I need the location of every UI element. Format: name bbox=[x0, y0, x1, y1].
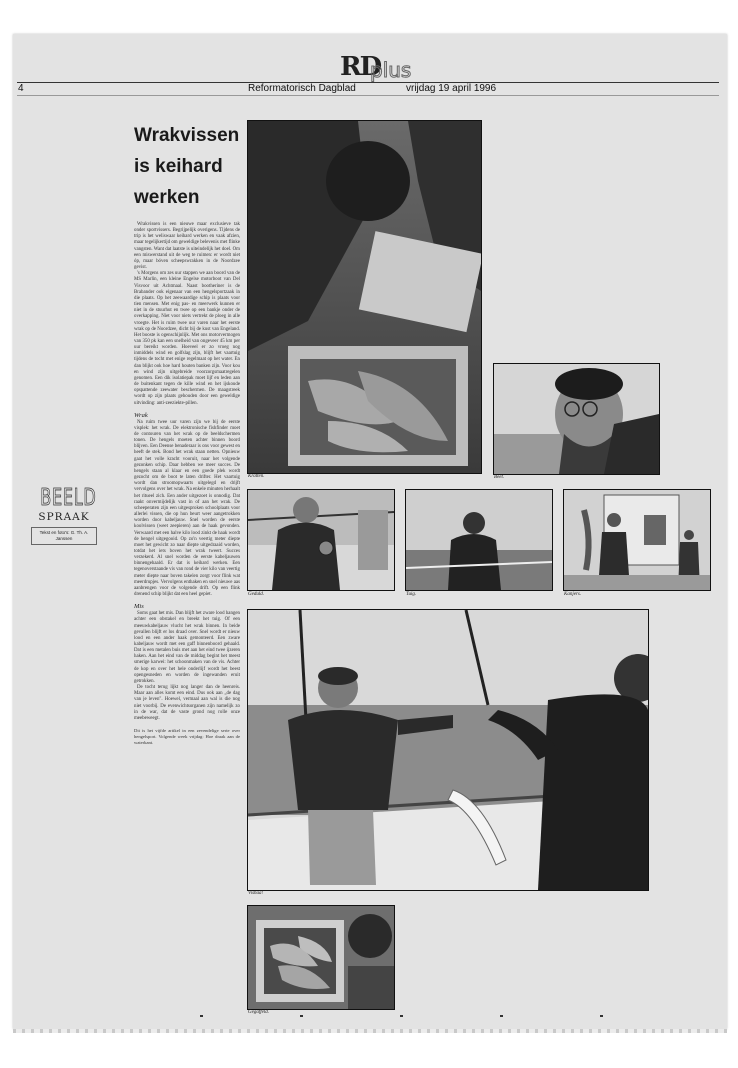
paper-name: Reformatorisch Dagblad bbox=[248, 83, 356, 94]
header-rule-secondary bbox=[17, 95, 719, 96]
photo-kanjers bbox=[563, 489, 711, 591]
caption-kanjers: Kanjers. bbox=[564, 592, 582, 597]
subheading-mis: Mis bbox=[134, 603, 144, 611]
photo-geduld bbox=[247, 489, 395, 591]
photo-kratten bbox=[247, 120, 482, 474]
series-footnote: Dit is het vijfde artikel in een zevendelige serie over hengelsport. Volgende week vrijdag: Hoe draak aan de waterkant. bbox=[134, 728, 240, 745]
beeld-spraak-block bbox=[30, 486, 98, 545]
logo-rd-text: RD bbox=[340, 52, 381, 82]
article-headline bbox=[134, 120, 244, 213]
caption-gegaffeld: Gegaffeld. bbox=[248, 1010, 269, 1015]
page-number: 4 bbox=[18, 83, 24, 94]
article-body bbox=[134, 222, 240, 745]
spraak-subtitle: SPRAAK bbox=[38, 511, 90, 523]
caption-beet: Beet. bbox=[494, 475, 505, 480]
mis-paragraph-1: Soms gaat het mis. Dan blijft het zware lood hangen achter een obstakel en breekt het tuig. Of een meeuwkabeljauw vlucht het wrak binnen. In beide gevallen blijft er los draad over. Snel wordt er nieuw lood en een ander haak gemonteerd. Een zware kabeljauw wordt met een gaff binnenboord gehaald. Dat is een metalen buis met aan het eind twee ijzeren haken. Aan het eind van de middag begint het meest smerige karwei: het schoonmaken van de vis. Achter de kop en over het hele onderlijf wordt het beest opengesneden en worden de ingewanden eruit getrokken. bbox=[134, 611, 240, 684]
subheading-wrak: Wrak bbox=[134, 411, 148, 419]
photo-tuig bbox=[405, 489, 553, 591]
intro-paragraph-1: Wrakvissen is een nieuwe maar exclusieve tak onder sportvissers. Begrijpelijk overigens. Tijdens de trip is het weliswaar keihard werken en vaak afzien, maar tegelijkertijd om geweldige belevenis met flinke vangsten. Want dat laatste is uiteindelijk het doel. Om een miswerstand uit de weg te ruimen: er wordt niet óp, maar bóven scheepswrakken in de Noordzee gevist. bbox=[134, 222, 240, 271]
wrak-paragraph-1: Na ruim twee uur varen zijn we bij de eerste visplek: het wrak. De elektronische fishfinder moet de contouren van het wrak op de beeldschermen tonen. De hengels moeten achter binnen boord blijven. Een Deense benaderaar is ons voor gewest en heeft de stek. Bond het wrak staan netten. Opnieuw gaat het volle kracht vooruit, naar het volgende gezonken schip. Daar hebben we meer succes. De hengels staan al klaar en een goede plek wordt gezocht om de boot te laten drifter. Het vaartuig wordt dan stroomopwaarts uitgelegd en drijft vervolgens over het wrak. Na enkele minuten herhaalt het ritueel zich. Een ander uitgezoet is onnodig. Dat raakt onvermijdelijk vast in of aan het wrak. De scheeperaten zijn een uitgesproken schoolplaats voor allerlei vissen, die op hun beurt weer aangetrokken worden door kabeljauw. Snel worden de eerste koolvissen (weet zeepieren) aan de haak gevonden. Verwaard met een halve kilo lood zinkt de haak wordt de hengel uitgegooid. Op zo'n veertig meter diepte moet het gewicht zo naar diepte uitgedraaid worden, totdat het iets boven het wrak tweert. Succes verzekerd. Al snel worden de eerste kabeljauwen binnengehaald. Er dat is keihard werken. Een tegenoverstaande vis van rond de vier kilo van veertig meter diepte naar boven takelen zorgt voor flink wat meerdrupjes. Vervolgens enthaken en snel nieuwe aas aanbrengen voor de volgende drift. Op een flink drenend schip blijkt dat een heel gepiet. bbox=[134, 419, 240, 598]
publication-date: vrijdag 19 april 1996 bbox=[406, 83, 497, 94]
photo-vishaa bbox=[247, 609, 649, 891]
caption-kratten: Kratten. bbox=[248, 474, 265, 479]
caption-vishaa: Vishaa! bbox=[248, 891, 264, 896]
headline-line-3: werken bbox=[134, 187, 200, 208]
rd-plus-logo bbox=[340, 52, 412, 82]
headline-line-1: Wrakvissen bbox=[134, 125, 240, 146]
headline-line-2: is keihard bbox=[134, 156, 223, 177]
caption-geduld: Geduld. bbox=[248, 592, 264, 597]
intro-paragraph-2: 's Morgens om zes uur stappen we aan boord van de MS Marlin, een kleine Engelse motorboot van Del Visvoor uit Achtmaal. Naast bootheriner is de Brabander ook eigenaar van een hengelsportzaak in die plaats. Op het zeewaardige schip is plaats voor tien mensen. Met enig pas- en meerwerk kunnen er niet in de stuurhut en twee op een bankje onder de overkapping. Niet voor niets vertrekt de ploeg in alle vroegte. Het is ruim twee uur varen naar het eerste wrak op de Noordzee, dicht bij de kust van Engeland. Het booste is ogenschijnlijk. Met ons motorvermogen van 350 pk kan een snelheid van ongeveer 45 km per uur bereikt worden. Hoeveel er zo vroeg nog inmiddels wind en golfslag zijn, blijft het vaartuig tijdens de tocht met enige regelmaat op het water. En dan blijkt ook hoe hard houten banken zijn. Voor kou en wind zijn uitgebreide voorzorgsmaatregelen genomen. Een dik isolatiepak moet lijf en leden aan de buitenkant tegen de kille wind en het ijskoude opspattende zeewater beschermen. De maagstreek wordt op zijn plaats gehouden door een geweldige uitvinding: anti-zeeziekte-pillen. bbox=[134, 271, 240, 406]
beeld-title: BEELD bbox=[40, 485, 97, 511]
page-edge bbox=[13, 1029, 727, 1033]
print-registration-marks bbox=[120, 1015, 720, 1017]
photo-beet bbox=[493, 363, 660, 475]
photo-credit-box: Tekst en foto's: G. Th. A. Janssen bbox=[31, 527, 97, 545]
header-rule bbox=[17, 82, 719, 83]
logo-plus-text: plus bbox=[370, 58, 412, 82]
caption-tuig: Tuig. bbox=[406, 592, 417, 597]
photo-gegaffeld bbox=[247, 905, 395, 1010]
mis-paragraph-2: De tocht terug lijkt nog langer dan de heenreis. Maar aan alles komt een eind. Dus ook aan „de dag van je leven". Hoewel, vermaal aan wal is die nog niet voorbij. De evenwichtsorganen zijn namelijk zo in de war, dat de vaste grond nog rolle onze meebeweegt. bbox=[134, 685, 240, 721]
